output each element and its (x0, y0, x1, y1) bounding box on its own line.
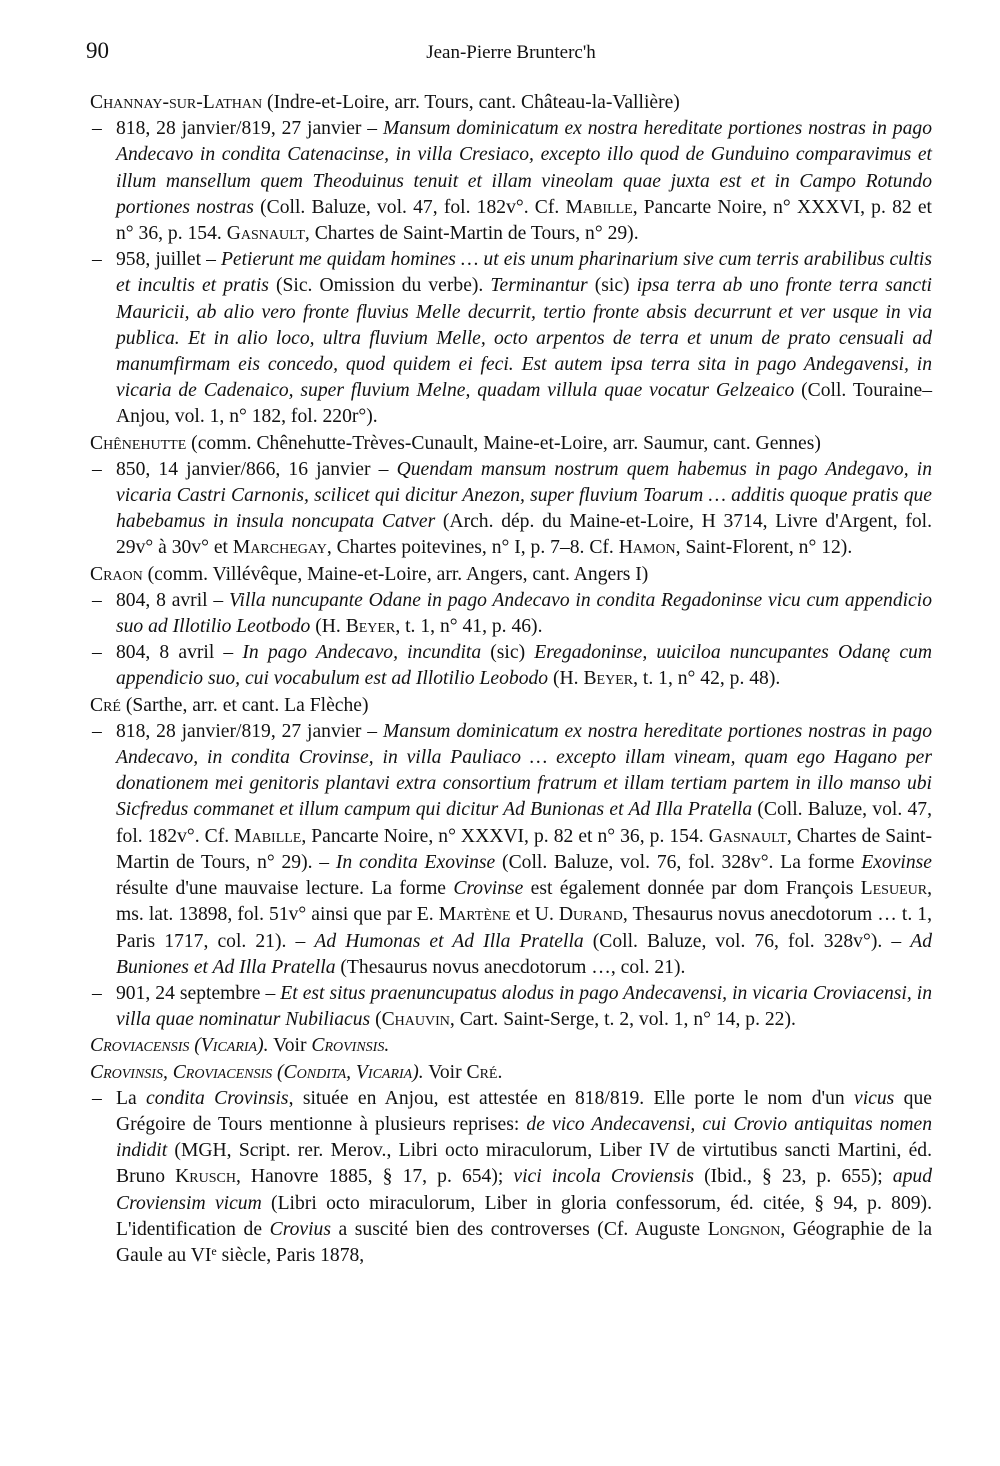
latin-quote: Villa nuncupante Odane in pago Andecavo in condita Regadoninse vicu cum appendicio suo ad Illotilio Leotbodo (116, 589, 932, 638)
page-body (90, 90, 932, 1269)
charter-item (90, 116, 932, 247)
page-number: 90 (86, 38, 109, 63)
place-location: (Sarthe, arr. et cant. La Flèche) (120, 694, 369, 716)
place-name: Croviacensis (Vicaria). (90, 1035, 269, 1057)
running-head: Jean-Pierre Brunterc'h (426, 42, 596, 63)
commentary-text: a suscité bien des controverses (Cf. Auguste (330, 1218, 708, 1240)
place-name: Channay-sur-Lathan (90, 92, 263, 113)
citation-text: (sic) (587, 275, 637, 297)
citation-text: est également donnée par dom François (523, 878, 861, 900)
latin-quote: Crovinse (453, 878, 524, 900)
see-text: Voir (268, 1035, 312, 1057)
charter-item (90, 640, 932, 692)
latin-quote: Petierunt me quidam homines … ut eis unum pharinarium sive cum terris arabilibus cultis et incultis et pratis (116, 249, 932, 297)
commentary-text: (Ibid., § 23, p. 655); (693, 1166, 893, 1188)
citation-text: , Pancarte Noire, n° XXXVI, p. 82 et n° 36, p. 154. (301, 825, 709, 847)
latin-quote: Ad Buniones et Ad Illa Pratella (116, 930, 932, 978)
book-page (86, 30, 933, 1450)
charter-date: 818, 28 janvier/819, 27 janvier – (116, 720, 383, 742)
author-name: Gasnault (708, 825, 787, 847)
latin-quote: Crovius (269, 1218, 331, 1240)
latin-quote: vicus (854, 1087, 895, 1109)
commentary-text: siècle, Paris 1878, (216, 1244, 365, 1266)
entry-heading (90, 1033, 932, 1059)
dash-bullet: – (92, 720, 102, 742)
latin-quote: apud Croviensim vicum (116, 1166, 932, 1214)
author-name: Lesueur (860, 878, 928, 900)
place-location: (comm. Villévêque, Maine-et-Loire, arr. Angers, cant. Angers I) (142, 563, 649, 585)
citation-text: , Chartes de Saint-Martin de Tours, n° 29). (304, 223, 639, 245)
place-name: Crovinsis, Croviacensis (Condita, Vicaria). (90, 1061, 424, 1083)
entry-heading (90, 562, 932, 588)
latin-quote: Eregadoninse, uuiciloa nuncupantes Odanę cum appendicio suo, cui vocabulum est ad Illotilio Leobodo (116, 642, 932, 690)
charter-date: 804, 8 avril – (116, 642, 243, 664)
entry-heading (90, 431, 932, 457)
charter-date: 850, 14 janvier/866, 16 janvier – (116, 458, 397, 480)
citation-text: (Thesaurus novus anecdotorum …, col. 21). (335, 956, 686, 978)
latin-quote: In pago Andecavo, incundita (242, 642, 482, 664)
place-name: Cré (90, 694, 121, 716)
charter-date: 818, 28 janvier/819, 27 janvier – (116, 118, 383, 140)
citation-text: et U. (510, 904, 559, 926)
citation-text: (Arch. dép. du Maine-et-Loire, H 3714, Livre d'Argent, fol. 29v° à 30v° et (116, 511, 932, 559)
author-name: Beyer (583, 668, 634, 690)
charter-item (90, 247, 932, 430)
charter-date: 804, 8 avril – (116, 589, 229, 611)
citation-text: , t. 1, n° 41, p. 46). (395, 616, 543, 638)
citation-text: , Thesaurus novus anecdotorum … t. 1, Paris 1717, col. 21). – (116, 904, 932, 952)
latin-quote: ipsa terra ab uno fronte terra sancti Mauricii, ab alio vero fronte fluvius Melle decurrit, tertio fronte absis decurrunt et ver usque in via publica. Et in alio loco, ultra fluvium Melle, octo arpentos de terra et unum de prato censuali ad manumfirmam eis concedo, quod quidem ei feci. Est autem ipsa terra sita in pago Andegavensi, in vicaria de Cadenaico, super fluvium Melne, quadam villula quae vocatur Gelzeaico (116, 275, 932, 402)
citation-text: (Coll. Touraine–Anjou, vol. 1, n° 182, fol. 220r°). (116, 380, 932, 428)
place-name: Craon (90, 563, 143, 585)
citation-text: (H. (310, 616, 346, 638)
dash-bullet: – (92, 982, 102, 1004)
dash-bullet: – (92, 249, 102, 271)
author-name: Longnon (707, 1218, 781, 1240)
citation-text: (Coll. Baluze, vol. 47, fol. 182v°. Cf. (116, 799, 932, 847)
citation-text: , t. 1, n° 42, p. 48). (633, 668, 781, 690)
latin-quote: Et est situs praenuncupatus alodus in pago Andecavensi, in vicaria Croviacensi, in villa quae nominatur Nubiliacus (116, 982, 932, 1031)
latin-quote: condita Crovinsis (146, 1087, 289, 1109)
author-name: Martène (438, 904, 511, 926)
latin-quote: Exovinse (861, 851, 932, 873)
see-text: . (497, 1061, 503, 1083)
citation-text: (sic) (481, 642, 535, 664)
commentary-text: (Libri octo miraculorum, Liber in gloria confessorum, éd. citée, § 94, p. 809). L'identification de (116, 1192, 932, 1240)
page-header (86, 30, 932, 90)
citation-text: , Chartes de Saint-Martin de Tours, n° 29). – (116, 825, 933, 873)
author-name: Gasnault (226, 223, 305, 245)
author-name: Marchegay (232, 537, 327, 559)
citation-text: résulte d'une mauvaise lecture. La forme (116, 878, 454, 900)
citation-text: (H. (548, 668, 584, 690)
citation-text: , Saint-Florent, n° 12). (675, 537, 853, 559)
commentary-text: La (116, 1087, 147, 1109)
entry-heading (90, 1060, 932, 1086)
author-name: Durand (558, 904, 623, 926)
charter-item (90, 588, 932, 640)
commentary-text: , Hanovre 1885, § 17, p. 654); (235, 1166, 514, 1188)
author-name: Beyer (345, 616, 396, 638)
commentary-text: que Grégoire de Tours mentionne à plusieurs reprises: (116, 1087, 932, 1135)
citation-text: , Chartes poitevines, n° I, p. 7–8. Cf. (326, 537, 619, 559)
author-name: Mabille (234, 825, 302, 847)
author-name: Mabille (565, 196, 633, 218)
commentary-text: , située en Anjou, est attestée en 818/819. Elle porte le nom d'un (288, 1087, 855, 1109)
charter-item (90, 457, 932, 562)
citation-text: (Coll. Baluze, vol. 47, fol. 182v°. Cf. (253, 196, 566, 218)
author-name: Chauvin (381, 1009, 450, 1031)
author-name: Krusch (175, 1166, 236, 1188)
dash-bullet: – (92, 1087, 102, 1109)
entry-heading (90, 693, 932, 719)
latin-quote: Mansum dominicatum ex nostra hereditate portiones nostras in pago Andecavo in condita Catenacinse, in villa Cresiaco, excepto illo quod de Gunduino comparavimus et illum mansellum quem Theoduinus tenuit et illam vineolam quae juxta est et in Campo Rotundo portiones nostras (116, 118, 932, 218)
place-name: Chênehutte (90, 432, 187, 454)
dash-bullet: – (92, 118, 102, 140)
latin-quote: Ad Humonas et Ad Illa Pratella (314, 930, 584, 952)
cross-reference: Cré (466, 1061, 498, 1083)
charter-item (90, 981, 932, 1033)
cross-reference: Crovinsis. (311, 1035, 390, 1057)
commentary-item (90, 1086, 932, 1269)
commentary-text: (MGH, Script. rer. Merov., Libri octo miraculorum, Liber IV de virtutibus sancti Martini, éd. Bruno (116, 1140, 932, 1188)
dash-bullet: – (92, 458, 102, 480)
latin-quote: Mansum dominicatum ex nostra hereditate portiones nostras in pago Andecavo, in condita Crovinse, in villa Pauliaco … excepto illam vineam, quam ego Hagano per donationem mei genitoris plantavi extra consortium fratrum et illam tertiam partem in illo manso ubi Sicfredus commanet et illum campum qui dicitur Ad Bunionas et Ad Illa Pratella (116, 720, 932, 821)
citation-text: (Coll. Baluze, vol. 76, fol. 328v°. La forme (495, 851, 862, 873)
dash-bullet: – (92, 642, 102, 664)
place-location: (comm. Chênehutte-Trèves-Cunault, Maine-et-Loire, arr. Saumur, cant. Gennes) (186, 432, 821, 454)
citation-text: (Coll. Baluze, vol. 76, fol. 328v°). – (583, 930, 911, 952)
latin-quote: vici incola Croviensis (513, 1166, 694, 1188)
citation-text: , Cart. Saint-Serge, t. 2, vol. 1, n° 14, p. 22). (449, 1009, 796, 1031)
entry-heading (90, 90, 932, 116)
place-location: (Indre-et-Loire, arr. Tours, cant. Château-la-Vallière) (262, 92, 680, 113)
latin-quote: Quendam mansum nostrum quem habemus in pago Andegavo, in vicaria Castri Carnonis, scilicet qui dicitur Anezon, super fluvium Toarum … additis quoque pratis que habebamus in insula noncupata Catver (116, 458, 932, 533)
charter-item (90, 719, 932, 981)
latin-quote: de vico Andecavensi, cui Crovio antiquitas nomen indidit (116, 1113, 932, 1162)
charter-date: 958, juillet – (116, 249, 221, 271)
author-name: Hamon (618, 537, 676, 559)
citation-text: , Pancarte Noire, n° XXXVI, p. 82 et n° 36, p. 154. (116, 196, 932, 245)
citation-text: ( (370, 1009, 382, 1031)
charter-date: 901, 24 septembre – (116, 982, 281, 1004)
superscript: e (211, 1243, 217, 1258)
citation-text: , ms. lat. 13898, fol. 51v° ainsi que par E. (116, 878, 932, 926)
see-text: Voir (423, 1061, 467, 1083)
citation-text: (Sic. Omission du verbe). (268, 275, 491, 297)
latin-quote: In condita Exovinse (335, 851, 496, 873)
dash-bullet: – (92, 589, 102, 611)
commentary-text: , Géographie de la Gaule au VI (116, 1218, 933, 1266)
latin-quote: Terminantur (490, 275, 588, 297)
